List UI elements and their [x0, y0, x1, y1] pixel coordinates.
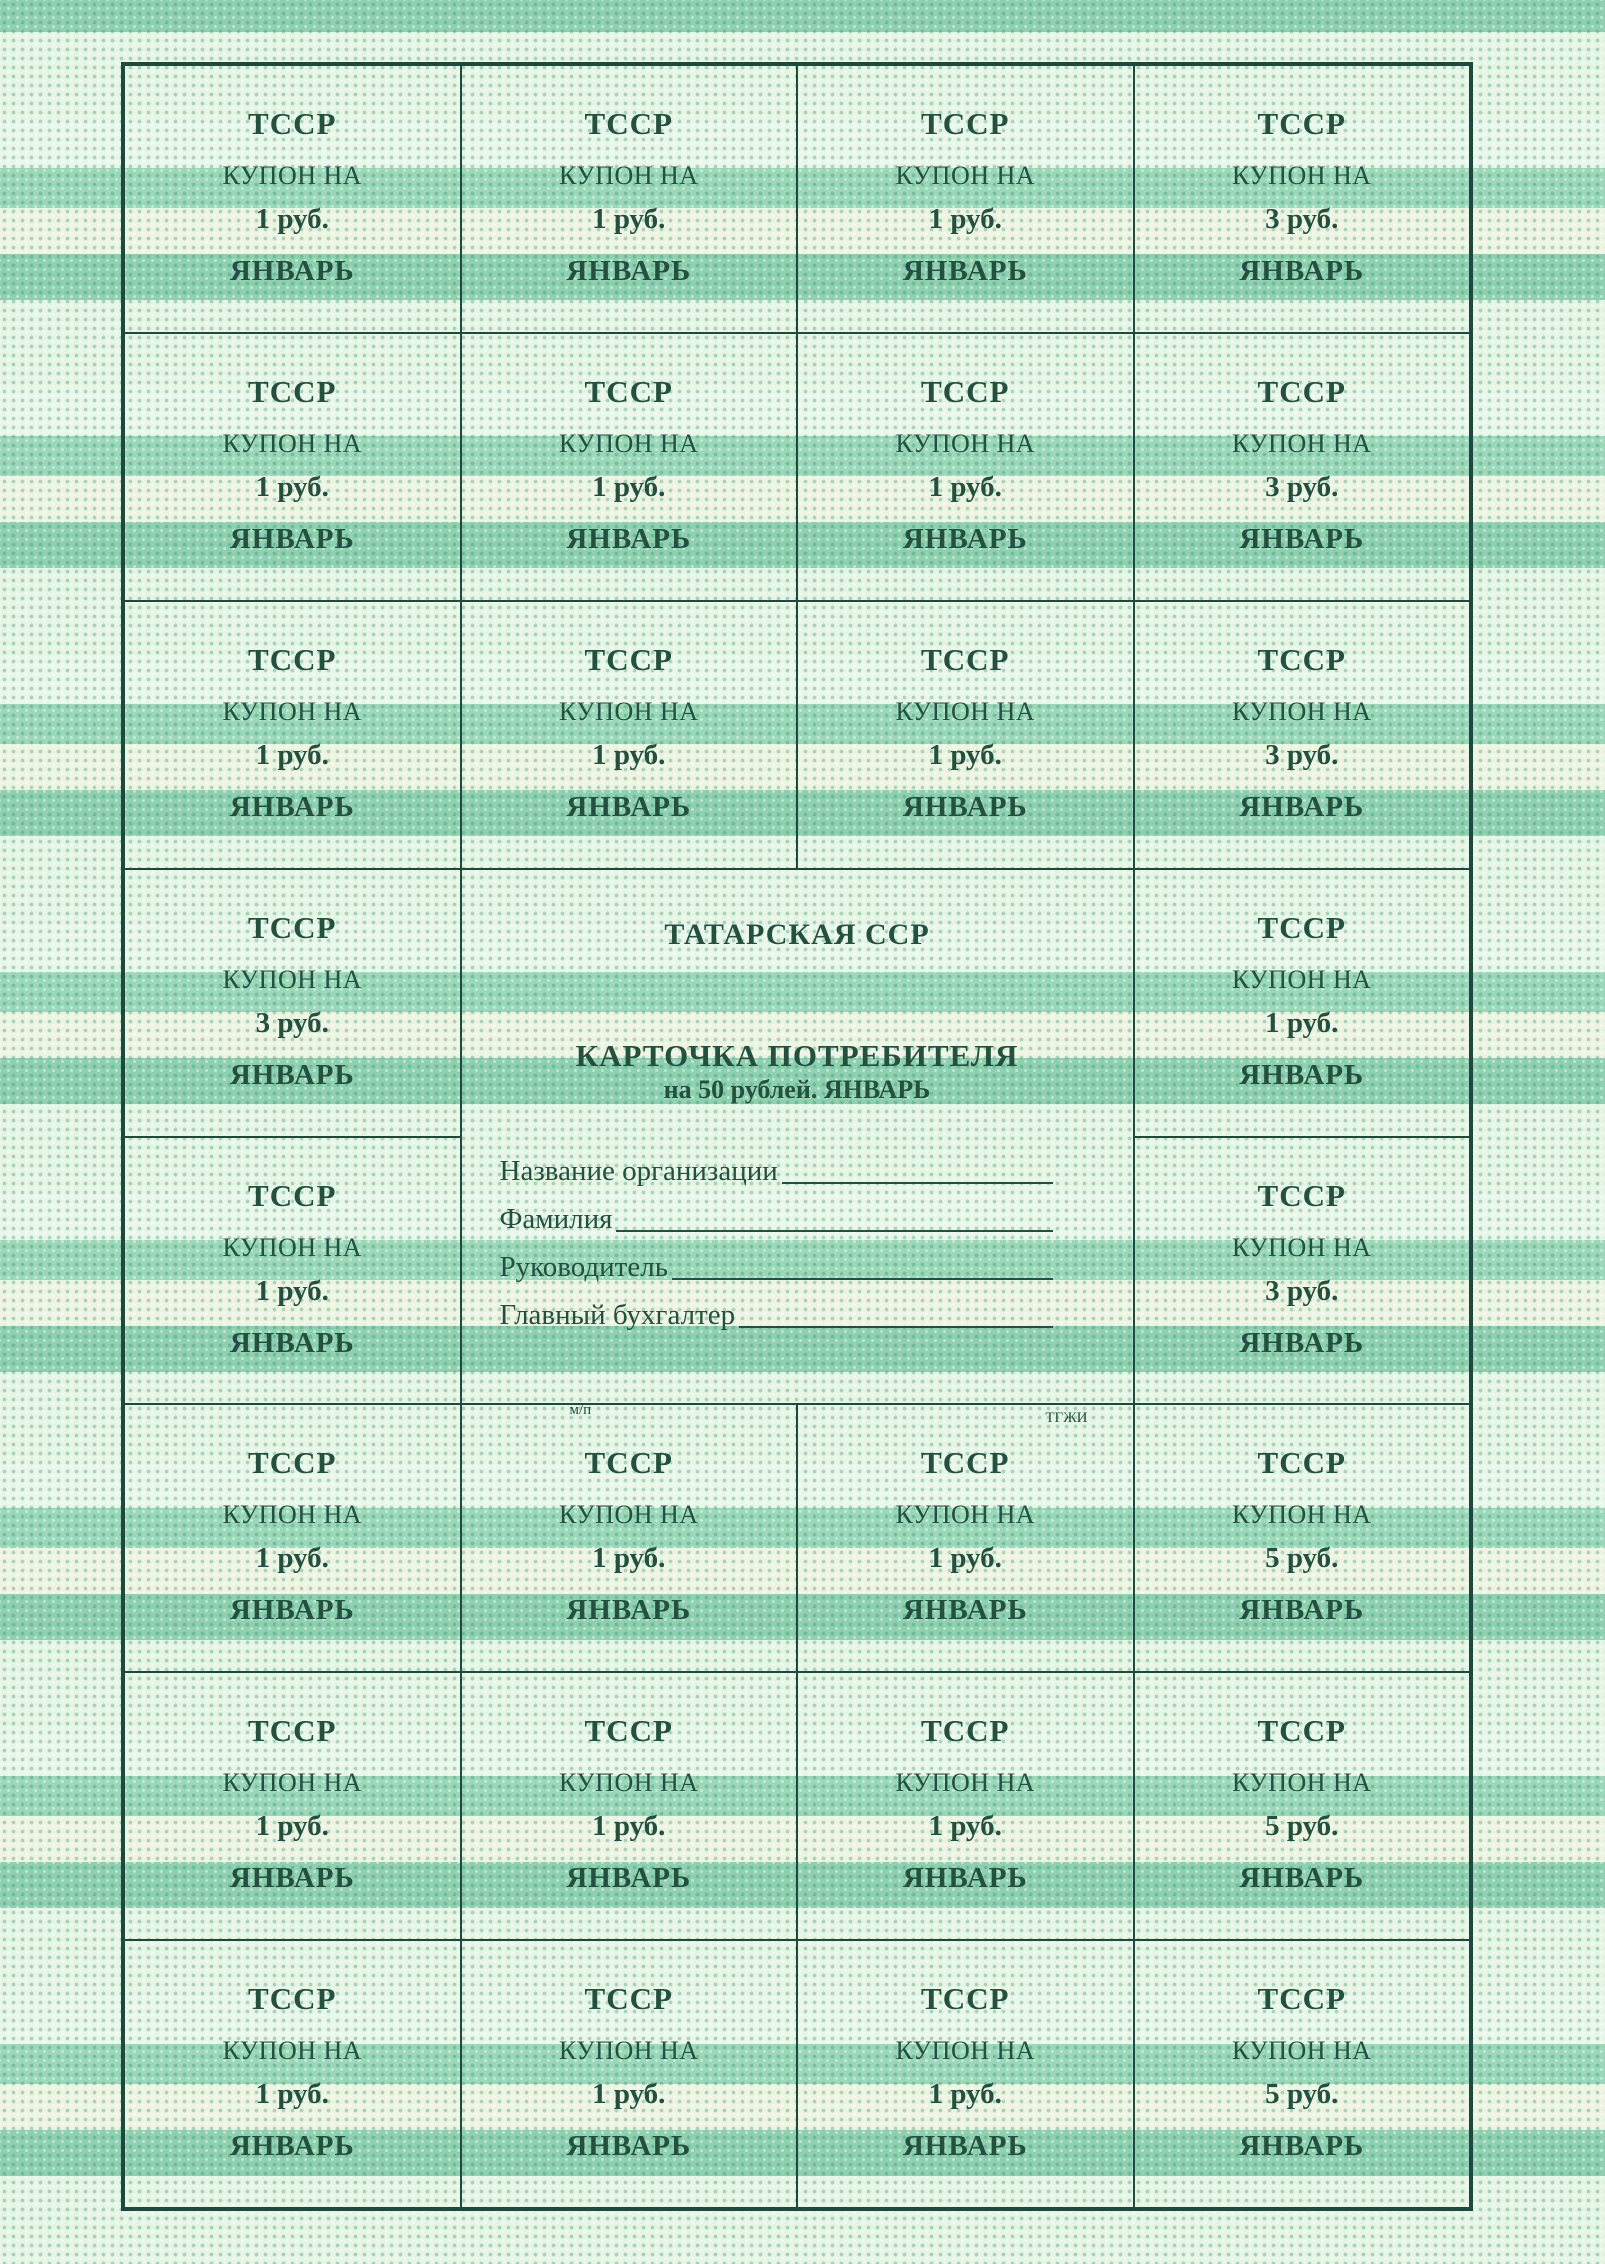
coupon [124, 1940, 461, 2208]
coupon-caption: КУПОН НА [222, 1232, 363, 1262]
coupon-amount: 1 руб. [928, 1542, 1002, 1575]
coupon-month: ЯНВАРЬ [566, 1594, 692, 1627]
coupon-caption: КУПОН НА [1231, 696, 1372, 726]
stamp-label: м/п [569, 1401, 592, 1418]
coupon-label: ТССР [584, 106, 673, 141]
coupon-label: ТССР [1257, 1981, 1346, 2017]
coupon-amount: 1 руб. [928, 1810, 1002, 1843]
coupon [797, 65, 1134, 333]
coupon-caption: КУПОН НА [1231, 964, 1372, 994]
coupon-caption: КУПОН НА [895, 2036, 1036, 2066]
coupon [1134, 601, 1471, 869]
coupon-month: ЯНВАРЬ [566, 1862, 692, 1895]
coupon-caption: КУПОН НА [1231, 161, 1372, 190]
coupon-caption: КУПОН НА [222, 161, 363, 190]
coupon-month: ЯНВАРЬ [1239, 1594, 1365, 1627]
chief-accountant-field[interactable] [500, 1296, 1053, 1332]
coupon-caption: КУПОН НА [895, 1768, 1036, 1798]
coupon-month: ЯНВАРЬ [1239, 790, 1365, 823]
coupon-amount: 1 руб. [255, 1810, 329, 1843]
coupon-month: ЯНВАРЬ [229, 1326, 355, 1359]
coupon-amount: 1 руб. [1265, 1006, 1339, 1039]
fill-line [782, 1182, 1053, 1184]
coupon [797, 333, 1134, 601]
coupon [797, 1940, 1134, 2208]
coupon-month: ЯНВАРЬ [1239, 1862, 1365, 1895]
coupon-label: ТССР [921, 1445, 1010, 1481]
coupon-caption: КУПОН НА [558, 161, 699, 190]
coupon-label: ТССР [921, 1713, 1010, 1749]
coupon-label: ТССР [584, 641, 673, 677]
coupon-amount: 5 руб. [1265, 1810, 1339, 1843]
coupon-caption: КУПОН НА [222, 1500, 363, 1530]
coupon-amount: 1 руб. [255, 1274, 329, 1307]
coupon [461, 65, 798, 333]
coupon-label: ТССР [248, 106, 337, 141]
coupon-amount: 1 руб. [255, 2078, 329, 2111]
coupon-label: ТССР [921, 1981, 1010, 2017]
coupon-amount: 5 руб. [1265, 1542, 1339, 1575]
coupon-label: ТССР [248, 373, 337, 409]
coupon-amount: 1 руб. [255, 470, 329, 503]
coupon [797, 601, 1134, 869]
coupon-sheet [121, 62, 1473, 2211]
coupon [1134, 1940, 1471, 2208]
coupon [124, 1404, 461, 1672]
coupon-month: ЯНВАРЬ [902, 2130, 1028, 2163]
coupon-caption: КУПОН НА [895, 1500, 1036, 1530]
fill-line [616, 1230, 1052, 1232]
printer-code: ТГЖИ [1045, 1409, 1088, 1426]
card-title: КАРТОЧКА ПОТРЕБИТЕЛЯ [575, 1037, 1019, 1073]
coupon [124, 65, 461, 333]
coupon [124, 869, 461, 1137]
coupon-amount: 3 руб. [255, 1006, 329, 1039]
coupon-caption: КУПОН НА [222, 428, 363, 458]
coupon-month: ЯНВАРЬ [229, 522, 355, 555]
coupon-amount: 1 руб. [255, 738, 329, 771]
coupon-amount: 5 руб. [1265, 2078, 1339, 2111]
consumer-card-panel [461, 869, 1134, 1426]
coupon-month: ЯНВАРЬ [229, 255, 355, 287]
field-label: Название организации [499, 1154, 778, 1187]
field-label: Главный бухгалтер [499, 1298, 736, 1331]
coupon-month: ЯНВАРЬ [1239, 2130, 1365, 2163]
coupon-label: ТССР [1257, 1445, 1346, 1481]
coupon-label: ТССР [248, 1713, 337, 1749]
coupon [124, 1672, 461, 1940]
coupon-label: ТССР [584, 1445, 673, 1481]
coupon-label: ТССР [921, 106, 1010, 141]
coupon-label: ТССР [1257, 106, 1346, 141]
coupon-label: ТССР [584, 1981, 673, 2017]
coupon-label: ТССР [921, 373, 1010, 409]
coupon-caption: КУПОН НА [222, 696, 363, 726]
coupon-label: ТССР [1257, 1713, 1346, 1749]
coupon [124, 601, 461, 869]
organization-field[interactable] [500, 1152, 1053, 1188]
coupon-month: ЯНВАРЬ [902, 255, 1028, 287]
coupon [1134, 1404, 1471, 1672]
coupon-month: ЯНВАРЬ [229, 1594, 355, 1627]
coupon-caption: КУПОН НА [1231, 1232, 1372, 1262]
coupon-label: ТССР [1257, 373, 1346, 409]
coupon [124, 333, 461, 601]
coupon-amount: 3 руб. [1265, 470, 1339, 503]
coupon [1134, 333, 1471, 601]
coupon [1134, 1672, 1471, 1940]
coupon [461, 1940, 798, 2208]
coupon-amount: 3 руб. [1265, 738, 1339, 771]
field-label: Фамилия [499, 1202, 613, 1235]
coupon-label: ТССР [1257, 909, 1346, 945]
coupon [797, 1672, 1134, 1940]
coupon [124, 1137, 461, 1405]
coupon-label: ТССР [1257, 1177, 1346, 1213]
coupon-amount: 1 руб. [928, 470, 1002, 503]
coupon-month: ЯНВАРЬ [902, 790, 1028, 823]
coupon-month: ЯНВАРЬ [1239, 1058, 1365, 1091]
coupon-caption: КУПОН НА [558, 428, 699, 458]
coupon-month: ЯНВАРЬ [229, 1862, 355, 1895]
coupon-caption: КУПОН НА [558, 2036, 699, 2066]
coupon-caption: КУПОН НА [1231, 1500, 1372, 1530]
coupon-amount: 1 руб. [592, 470, 666, 503]
coupon-label: ТССР [1257, 641, 1346, 677]
manager-field[interactable] [500, 1248, 1053, 1284]
coupon [461, 1672, 798, 1940]
field-label: Руководитель [499, 1250, 668, 1283]
coupon-caption: КУПОН НА [895, 428, 1036, 458]
coupon-month: ЯНВАРЬ [566, 790, 692, 823]
coupon-month: ЯНВАРЬ [1239, 255, 1365, 287]
coupon-month: ЯНВАРЬ [1239, 522, 1365, 555]
coupon-month: ЯНВАРЬ [566, 255, 692, 287]
coupon-month: ЯНВАРЬ [229, 2130, 355, 2163]
coupon-month: ЯНВАРЬ [902, 1862, 1028, 1895]
coupon-caption: КУПОН НА [895, 696, 1036, 726]
coupon-month: ЯНВАРЬ [566, 2130, 692, 2163]
coupon-amount: 1 руб. [592, 203, 666, 235]
coupon-label: ТССР [248, 909, 337, 945]
fill-line [739, 1326, 1052, 1328]
coupon-amount: 1 руб. [592, 2078, 666, 2111]
coupon [1134, 65, 1471, 333]
coupon-month: ЯНВАРЬ [229, 1058, 355, 1091]
coupon-label: ТССР [584, 1713, 673, 1749]
coupon-caption: КУПОН НА [558, 1768, 699, 1798]
coupon [461, 333, 798, 601]
fill-line [672, 1278, 1053, 1280]
coupon [461, 1401, 798, 1672]
coupon-caption: КУПОН НА [222, 2036, 363, 2066]
republic-title: ТАТАРСКАЯ ССР [664, 917, 930, 951]
coupon [1134, 869, 1471, 1137]
card-subtitle: на 50 рублей. ЯНВАРЬ [663, 1074, 931, 1104]
coupon-amount: 1 руб. [592, 1810, 666, 1843]
coupon-label: ТССР [584, 373, 673, 409]
coupon-label: ТССР [248, 1445, 337, 1481]
coupon-amount: 3 руб. [1265, 203, 1339, 235]
coupon-caption: КУПОН НА [222, 1768, 363, 1798]
coupon-amount: 3 руб. [1265, 1274, 1339, 1307]
coupon-label: ТССР [248, 641, 337, 677]
coupon-caption: КУПОН НА [1231, 2036, 1372, 2066]
coupon-amount: 1 руб. [928, 738, 1002, 771]
coupon-caption: КУПОН НА [895, 161, 1036, 190]
coupon-caption: КУПОН НА [1231, 1768, 1372, 1798]
coupon-month: ЯНВАРЬ [902, 1594, 1028, 1627]
coupon-amount: 1 руб. [255, 203, 329, 235]
coupon-amount: 1 руб. [928, 2078, 1002, 2111]
coupon [1134, 1137, 1471, 1405]
coupon-label: ТССР [248, 1981, 337, 2017]
coupon-caption: КУПОН НА [222, 964, 363, 994]
coupon-caption: КУПОН НА [558, 1500, 699, 1530]
coupon-label: ТССР [921, 641, 1010, 677]
coupon-amount: 1 руб. [255, 1542, 329, 1575]
surname-field[interactable] [500, 1200, 1053, 1236]
coupon-amount: 1 руб. [928, 203, 1002, 235]
coupon [461, 601, 798, 869]
coupon-month: ЯНВАРЬ [902, 522, 1028, 555]
coupon-caption: КУПОН НА [558, 696, 699, 726]
coupon-amount: 1 руб. [592, 1542, 666, 1575]
coupon-month: ЯНВАРЬ [229, 790, 355, 823]
coupon-month: ЯНВАРЬ [1239, 1326, 1365, 1359]
coupon-label: ТССР [248, 1177, 337, 1213]
coupon-month: ЯНВАРЬ [566, 522, 692, 555]
coupon [797, 1404, 1134, 1672]
coupon-caption: КУПОН НА [1231, 428, 1372, 458]
coupon-amount: 1 руб. [592, 738, 666, 771]
